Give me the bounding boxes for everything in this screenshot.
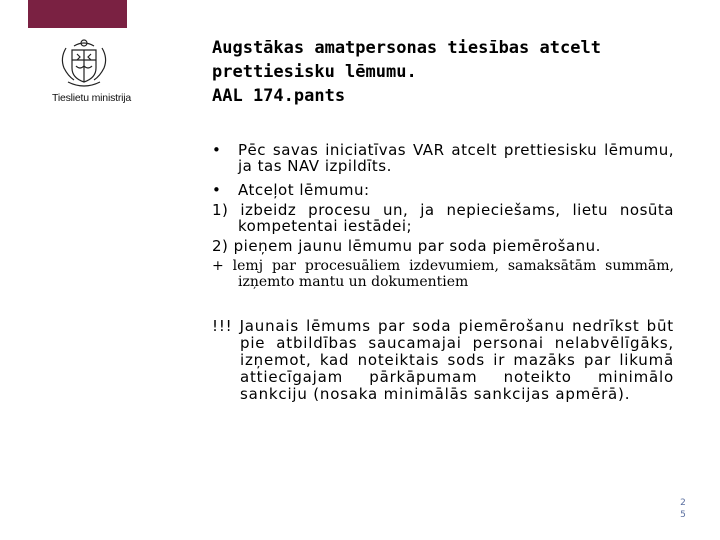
note-text: + lemj par procesuāliem izdevumiem, samaksātām summām, izņemto mantu un dokumentiem bbox=[212, 258, 674, 290]
title-line: AAL 174.pants bbox=[212, 86, 346, 106]
numbered-item bbox=[212, 202, 674, 234]
ministry-name: Tieslietu ministrija bbox=[52, 92, 132, 104]
warning-text: !!! Jaunais lēmums par soda piemērošanu nedrīkst būt pie atbildības saucamajai personai nelabvēlīgāks, izņemot, kad noteiktais sods ir mazāks par likumā attiecīgajam pārkāpumam noteikto minimālo sankciju (nosaka minimālās sankcijas apmērā). bbox=[212, 317, 674, 403]
bullet-item bbox=[212, 182, 674, 198]
page-number-digit: 5 bbox=[680, 510, 686, 520]
ministry-logo bbox=[28, 30, 138, 110]
coat-of-arms-icon bbox=[56, 36, 112, 92]
numbered-item bbox=[212, 238, 674, 254]
page-number bbox=[676, 497, 690, 521]
bullet-text: Atceļot lēmumu: bbox=[238, 181, 370, 199]
title-line: prettiesisku lēmumu. bbox=[212, 62, 417, 82]
note-paragraph bbox=[212, 258, 674, 290]
page-number-digit: 2 bbox=[680, 498, 686, 508]
bullet-item bbox=[212, 142, 674, 174]
title-line: Augstākas amatpersonas tiesības atcelt bbox=[212, 38, 601, 58]
header-color-bar bbox=[28, 0, 127, 28]
numbered-text: 1) izbeidz procesu un, ja nepieciešams, lietu nosūta kompetentai iestādei; bbox=[212, 201, 674, 235]
bullet-marker: • bbox=[212, 181, 222, 199]
slide-title bbox=[212, 36, 692, 108]
numbered-text: 2) pieņem jaunu lēmumu par soda piemērošanu. bbox=[212, 237, 601, 255]
warning-paragraph bbox=[212, 318, 674, 403]
slide-body bbox=[212, 142, 674, 403]
bullet-text: Pēc savas iniciatīvas VAR atcelt prettiesisku lēmumu, ja tas NAV izpildīts. bbox=[238, 141, 674, 175]
bullet-marker: • bbox=[212, 141, 222, 159]
